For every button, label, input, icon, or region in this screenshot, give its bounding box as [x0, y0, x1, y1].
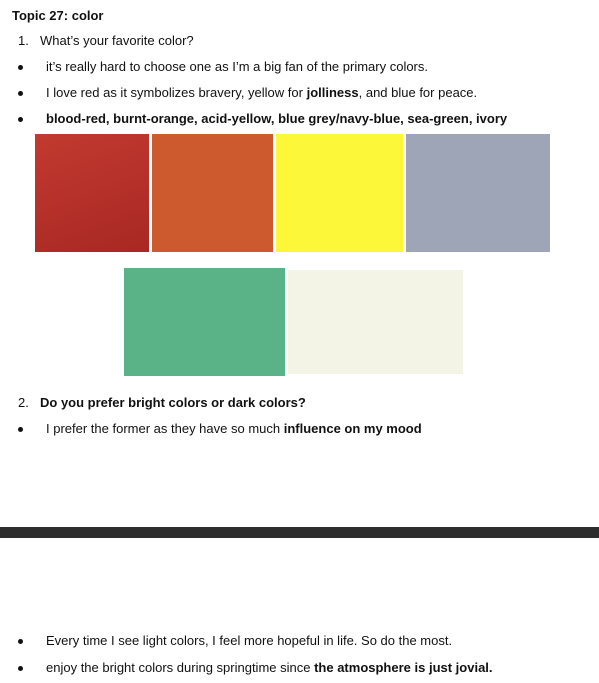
answer-2-bullet-1: I prefer the former as they have so much influence on my mood: [46, 421, 422, 436]
swatch-ivory: [288, 270, 463, 374]
bullet-icon: [18, 427, 23, 432]
question-1-number: 1.: [18, 33, 29, 48]
color-list-text: blood-red, burnt-orange, acid-yellow, blue grey/navy-blue, sea-green, ivory: [46, 111, 508, 126]
topic-title: Topic 27: color: [12, 8, 104, 23]
question-2-text: Do you prefer bright colors or dark colors?: [40, 395, 306, 410]
question-1-text: What’s your favorite color?: [40, 33, 194, 48]
swatch-sea-green: [124, 268, 285, 376]
swatch-blue-grey: [406, 134, 550, 252]
bottom-bullet-2: enjoy the bright colors during springtime since the atmosphere is just jovial.: [46, 660, 493, 675]
answer-1-bullet-1: it’s really hard to choose one as I’m a big fan of the primary colors.: [46, 59, 429, 74]
question-2: [18, 395, 306, 410]
swatch-burnt-orange: [152, 134, 273, 252]
swatch-acid-yellow: [276, 134, 403, 252]
bullet-icon: [18, 666, 23, 671]
bullet-icon: [18, 65, 23, 70]
swatch-blood-red: [35, 134, 149, 252]
bullet-icon: [18, 117, 23, 122]
question-2-number: 2.: [18, 395, 29, 410]
bullet-icon: [18, 91, 23, 96]
bottom-bullet-1: Every time I see light colors, I feel more hopeful in life. So do the most.: [46, 633, 453, 648]
question-1: [18, 33, 194, 48]
answer-1-bullet-2: I love red as it symbolizes bravery, yellow for jolliness, and blue for peace.: [46, 85, 478, 100]
page-divider: [0, 527, 599, 538]
bullet-icon: [18, 639, 23, 644]
